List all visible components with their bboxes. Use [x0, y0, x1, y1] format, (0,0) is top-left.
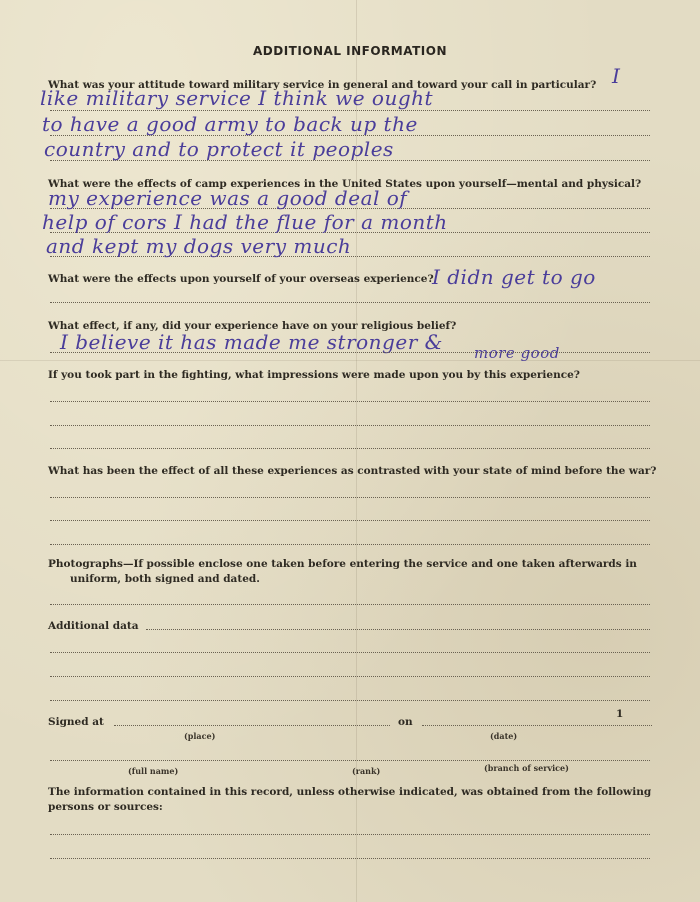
photographs-text-1: Photographs—If possible enclose one taken before entering the service and one taken afterwards in: [48, 558, 637, 570]
info-text-1: The information contained in this record, unless otherwise indicated, was obtained from the following: [48, 786, 652, 798]
answer-camp-line-1: help of cors I had the flue for a month: [42, 210, 448, 234]
answer-line: [50, 302, 650, 303]
answer-line: [146, 629, 650, 630]
question-attitude: What was your attitude toward military service in general and toward your call in particular?: [48, 79, 597, 91]
label-date: (date): [490, 731, 518, 741]
form-title: ADDITIONAL INFORMATION: [252, 44, 448, 58]
additional-data-label: Additional data: [48, 620, 139, 632]
info-text-2: persons or sources:: [48, 801, 163, 813]
answer-line: [50, 858, 650, 859]
year-prefix: 1: [616, 708, 624, 720]
answer-line: [50, 110, 650, 111]
answer-attitude-line-3: country and to protect it peoples: [44, 137, 394, 161]
paper-fold-horizontal: [0, 360, 700, 361]
signed-date-line: [422, 725, 652, 726]
answer-line: [50, 497, 650, 498]
question-contrast: What has been the effect of all these experiences as contrasted with your state of mind before the war?: [48, 465, 657, 477]
answer-line: [50, 425, 650, 426]
question-religious: What effect, if any, did your experience have on your religious belief?: [48, 320, 457, 332]
label-rank: (rank): [352, 766, 381, 776]
on-label: on: [398, 716, 413, 728]
answer-overseas: I didn get to go: [432, 265, 596, 289]
answer-line: [50, 352, 650, 353]
answer-line: [50, 676, 650, 677]
question-camp: What were the effects of camp experiences in the United States upon yourself—mental and physical?: [48, 178, 642, 190]
answer-camp-line-0: my experience was a good deal of: [48, 186, 408, 210]
answer-religious-line-1: more good: [474, 344, 560, 362]
answer-line: [50, 834, 650, 835]
answer-attitude-line-2: to have a good army to back up the: [42, 112, 418, 136]
answer-line: [50, 604, 650, 605]
answer-attitude-line-0: I: [612, 64, 621, 88]
question-overseas: What were the effects upon yourself of your overseas experience?: [48, 273, 434, 285]
answer-religious-line-0: I believe it has made me stronger &: [60, 330, 443, 354]
label-branch: (branch of service): [484, 763, 569, 773]
answer-line: [50, 520, 650, 521]
signed-place-line: [114, 725, 390, 726]
answer-line: [50, 544, 650, 545]
answer-attitude-line-1: like military service I think we ought: [40, 86, 434, 110]
answer-line: [50, 448, 650, 449]
signed-at-label: Signed at: [48, 716, 104, 728]
answer-line: [50, 652, 650, 653]
answer-camp-line-2: and kept my dogs very much: [46, 234, 352, 258]
photographs-text-2: uniform, both signed and dated.: [70, 573, 260, 585]
answer-line: [50, 700, 650, 701]
signature-line: [50, 760, 650, 761]
answer-line: [50, 401, 650, 402]
label-place: (place): [184, 731, 216, 741]
label-full-name: (full name): [128, 766, 179, 776]
question-fighting: If you took part in the fighting, what impressions were made upon you by this experience?: [48, 369, 580, 381]
